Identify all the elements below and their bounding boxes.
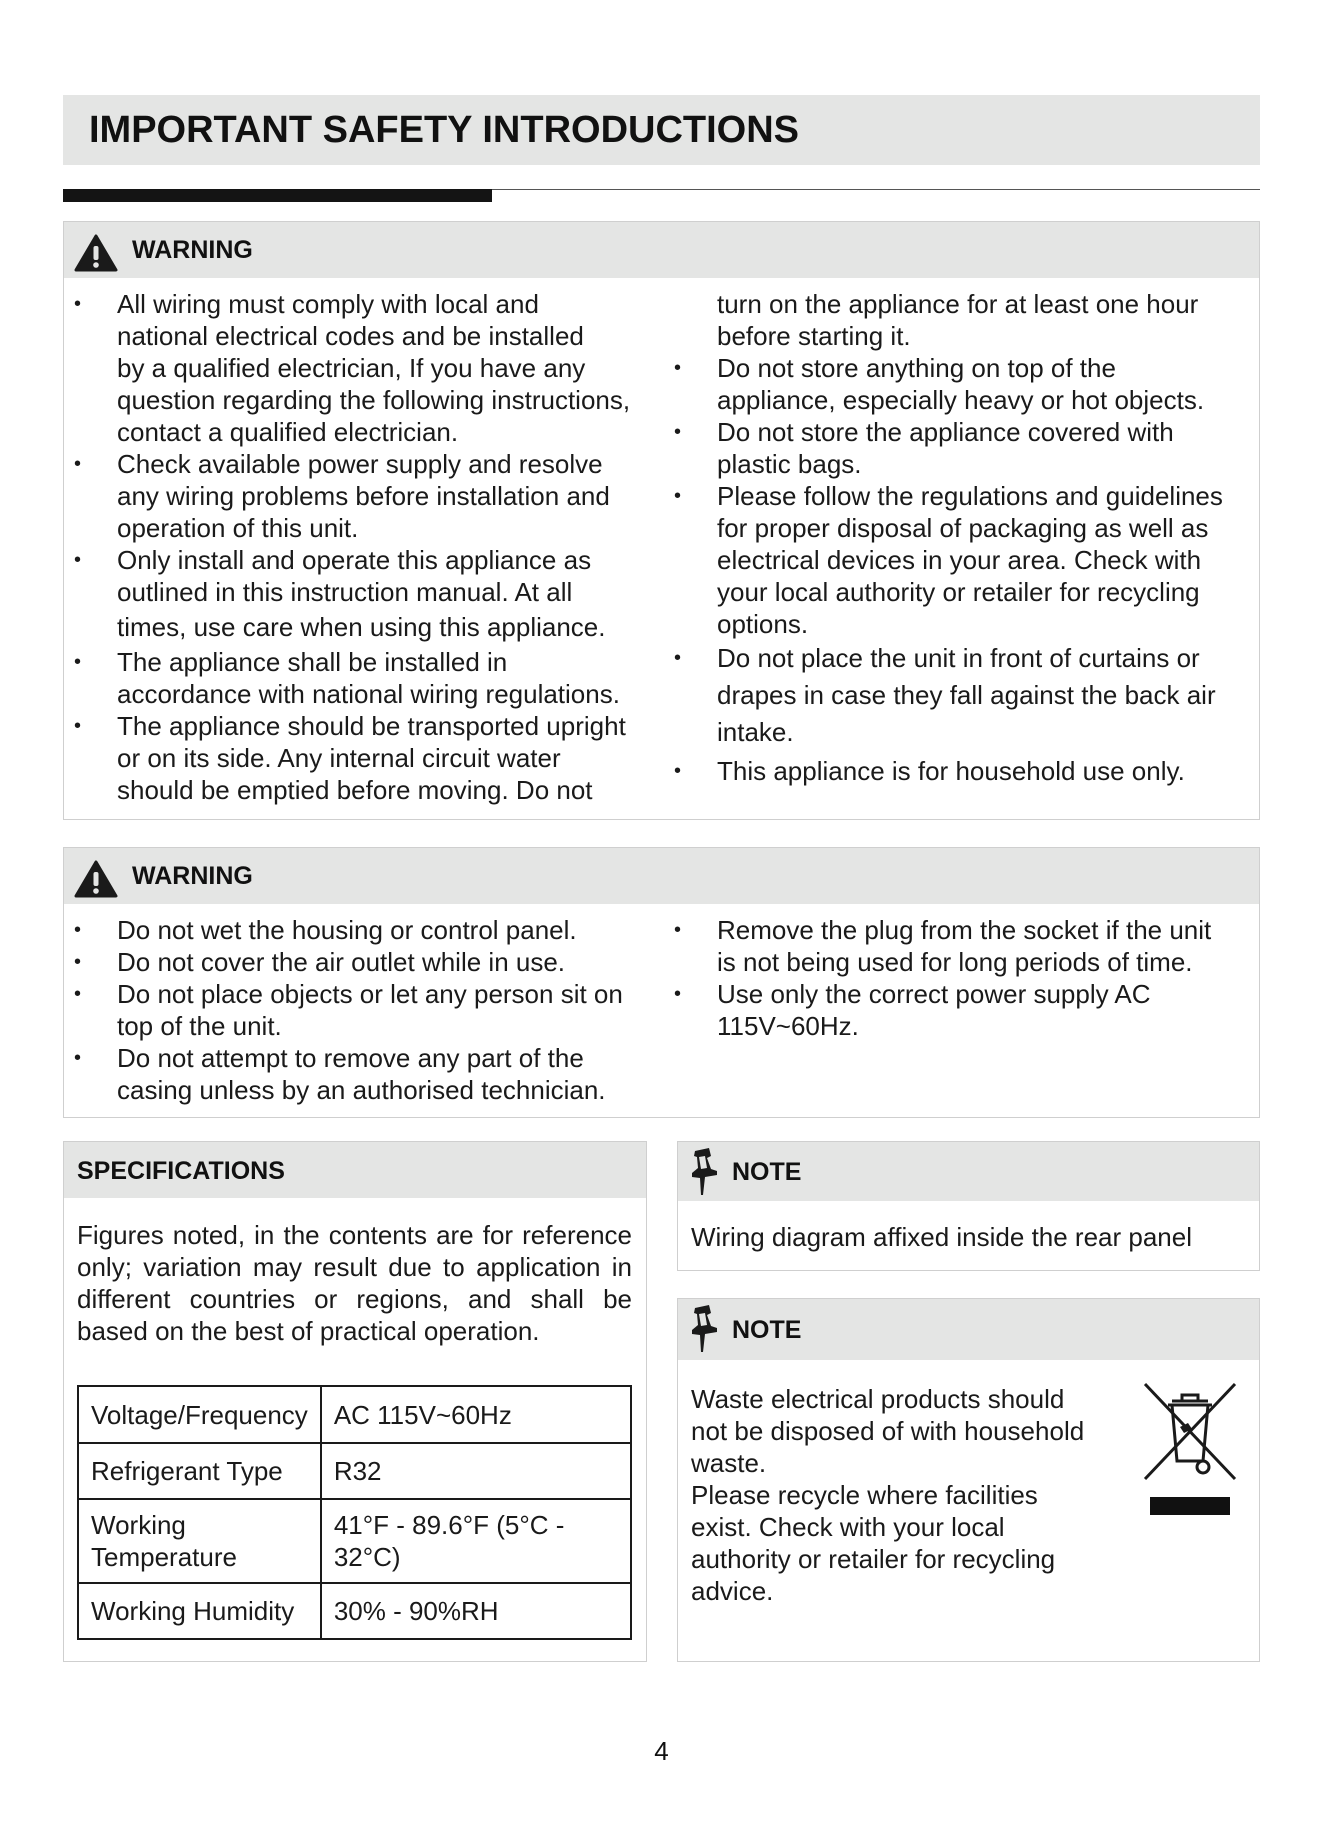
list-item: • Please follow the regulations and guidelines for proper disposal of packaging as well as electrical devices in your area. Check with your local authority or retailer for recycling options. xyxy=(674,481,1223,639)
list-item: • Only install and operate this appliance as outlined in this instruction manual. At all times, use care when using this appliance. xyxy=(74,545,606,642)
list-item: • Remove the plug from the socket if the unit is not being used for long periods of time. xyxy=(674,915,1212,977)
note-section-1 xyxy=(677,1141,1260,1271)
spec-key: Voltage/Frequency xyxy=(78,1386,321,1443)
warning-2-right-list xyxy=(664,914,1264,1042)
page-title: IMPORTANT SAFETY INTRODUCTIONS xyxy=(89,109,800,151)
warning-triangle-icon xyxy=(74,860,118,898)
specifications-intro: Figures noted, in the contents are for reference only; variation may result due to application in different countries or regions, and shall be based on the best of practical operation. xyxy=(77,1220,632,1346)
warning-heading: WARNING xyxy=(132,862,253,890)
list-item: • Do not store the appliance covered with plastic bags. xyxy=(674,417,1174,479)
specifications-heading: SPECIFICATIONS xyxy=(77,1157,285,1185)
warning-section-1 xyxy=(63,221,1260,820)
title-rule-thick xyxy=(63,189,492,202)
list-item: • Do not attempt to remove any part of the casing unless by an authorised technician. xyxy=(74,1043,606,1105)
spec-key: Working Temperature xyxy=(78,1499,321,1583)
list-item: • Do not place objects or let any person sit on top of the unit. xyxy=(74,979,623,1041)
note-header-2 xyxy=(678,1299,1259,1360)
warning-header-1 xyxy=(64,222,1259,278)
warning-section-2 xyxy=(63,847,1260,1118)
table-row xyxy=(78,1443,631,1499)
specifications-table xyxy=(77,1385,632,1640)
warning-1-left-list xyxy=(64,288,674,806)
list-item: • Check available power supply and resolve any wiring problems before installation and operation of this unit. xyxy=(74,449,610,543)
list-item: • All wiring must comply with local and national electrical codes and be installed by a qualified electrician, If you have any question regarding the following instructions, contact a qualified electrician. xyxy=(74,289,631,447)
note-header-1 xyxy=(678,1142,1259,1201)
table-row xyxy=(78,1386,631,1443)
note-1-text: Wiring diagram affixed inside the rear panel xyxy=(691,1222,1193,1252)
list-item: • Do not cover the air outlet while in use. xyxy=(74,947,566,977)
title-bar xyxy=(63,95,1260,165)
list-item: • This appliance is for household use only. xyxy=(674,756,1185,786)
list-item: • Do not place the unit in front of curtains or drapes in case they fall against the back air intake. xyxy=(674,643,1216,747)
list-item: • Use only the correct power supply AC 115V~60Hz. xyxy=(674,979,1151,1041)
list-item: • The appliance should be transported upright or on its side. Any internal circuit water should be emptied before moving. Do not xyxy=(74,711,626,805)
list-item-continuation: turn on the appliance for at least one hour before starting it. xyxy=(717,289,1199,351)
spec-key: Refrigerant Type xyxy=(78,1443,321,1499)
note-heading: NOTE xyxy=(732,1158,802,1186)
page-number: 4 xyxy=(654,1736,669,1766)
warning-triangle-icon xyxy=(74,234,118,272)
warning-2-left-list xyxy=(64,914,674,1106)
table-row xyxy=(78,1583,631,1639)
warning-header-2 xyxy=(64,848,1259,904)
warning-1-right-list xyxy=(664,288,1264,787)
spec-key: Working Humidity xyxy=(78,1583,321,1639)
note-heading: NOTE xyxy=(732,1316,802,1344)
note-section-2 xyxy=(677,1298,1260,1662)
spec-value: 41°F - 89.6°F (5°C - 32°C) xyxy=(321,1499,631,1583)
spec-value: AC 115V~60Hz xyxy=(321,1386,631,1443)
spec-value: R32 xyxy=(321,1443,631,1499)
title-rule-thin xyxy=(492,189,1260,190)
note-2-text: Waste electrical products should not be disposed of with household waste. Please recycle where facilities exist. Check with your local authority or retailer for recycling advice. xyxy=(691,1384,1085,1606)
list-item: • Do not store anything on top of the appliance, especially heavy or hot objects. xyxy=(674,353,1205,415)
spec-value: 30% - 90%RH xyxy=(321,1583,631,1639)
pushpin-icon xyxy=(689,1147,723,1197)
specifications-header xyxy=(64,1142,646,1198)
list-item: • The appliance shall be installed in accordance with national wiring regulations. xyxy=(74,647,620,709)
table-row xyxy=(78,1499,631,1583)
warning-heading: WARNING xyxy=(132,236,253,264)
list-item: • Do not wet the housing or control panel. xyxy=(74,915,577,945)
specifications-section xyxy=(63,1141,647,1662)
crossed-out-wheelie-bin-icon xyxy=(1140,1379,1240,1519)
pushpin-icon xyxy=(689,1304,723,1354)
